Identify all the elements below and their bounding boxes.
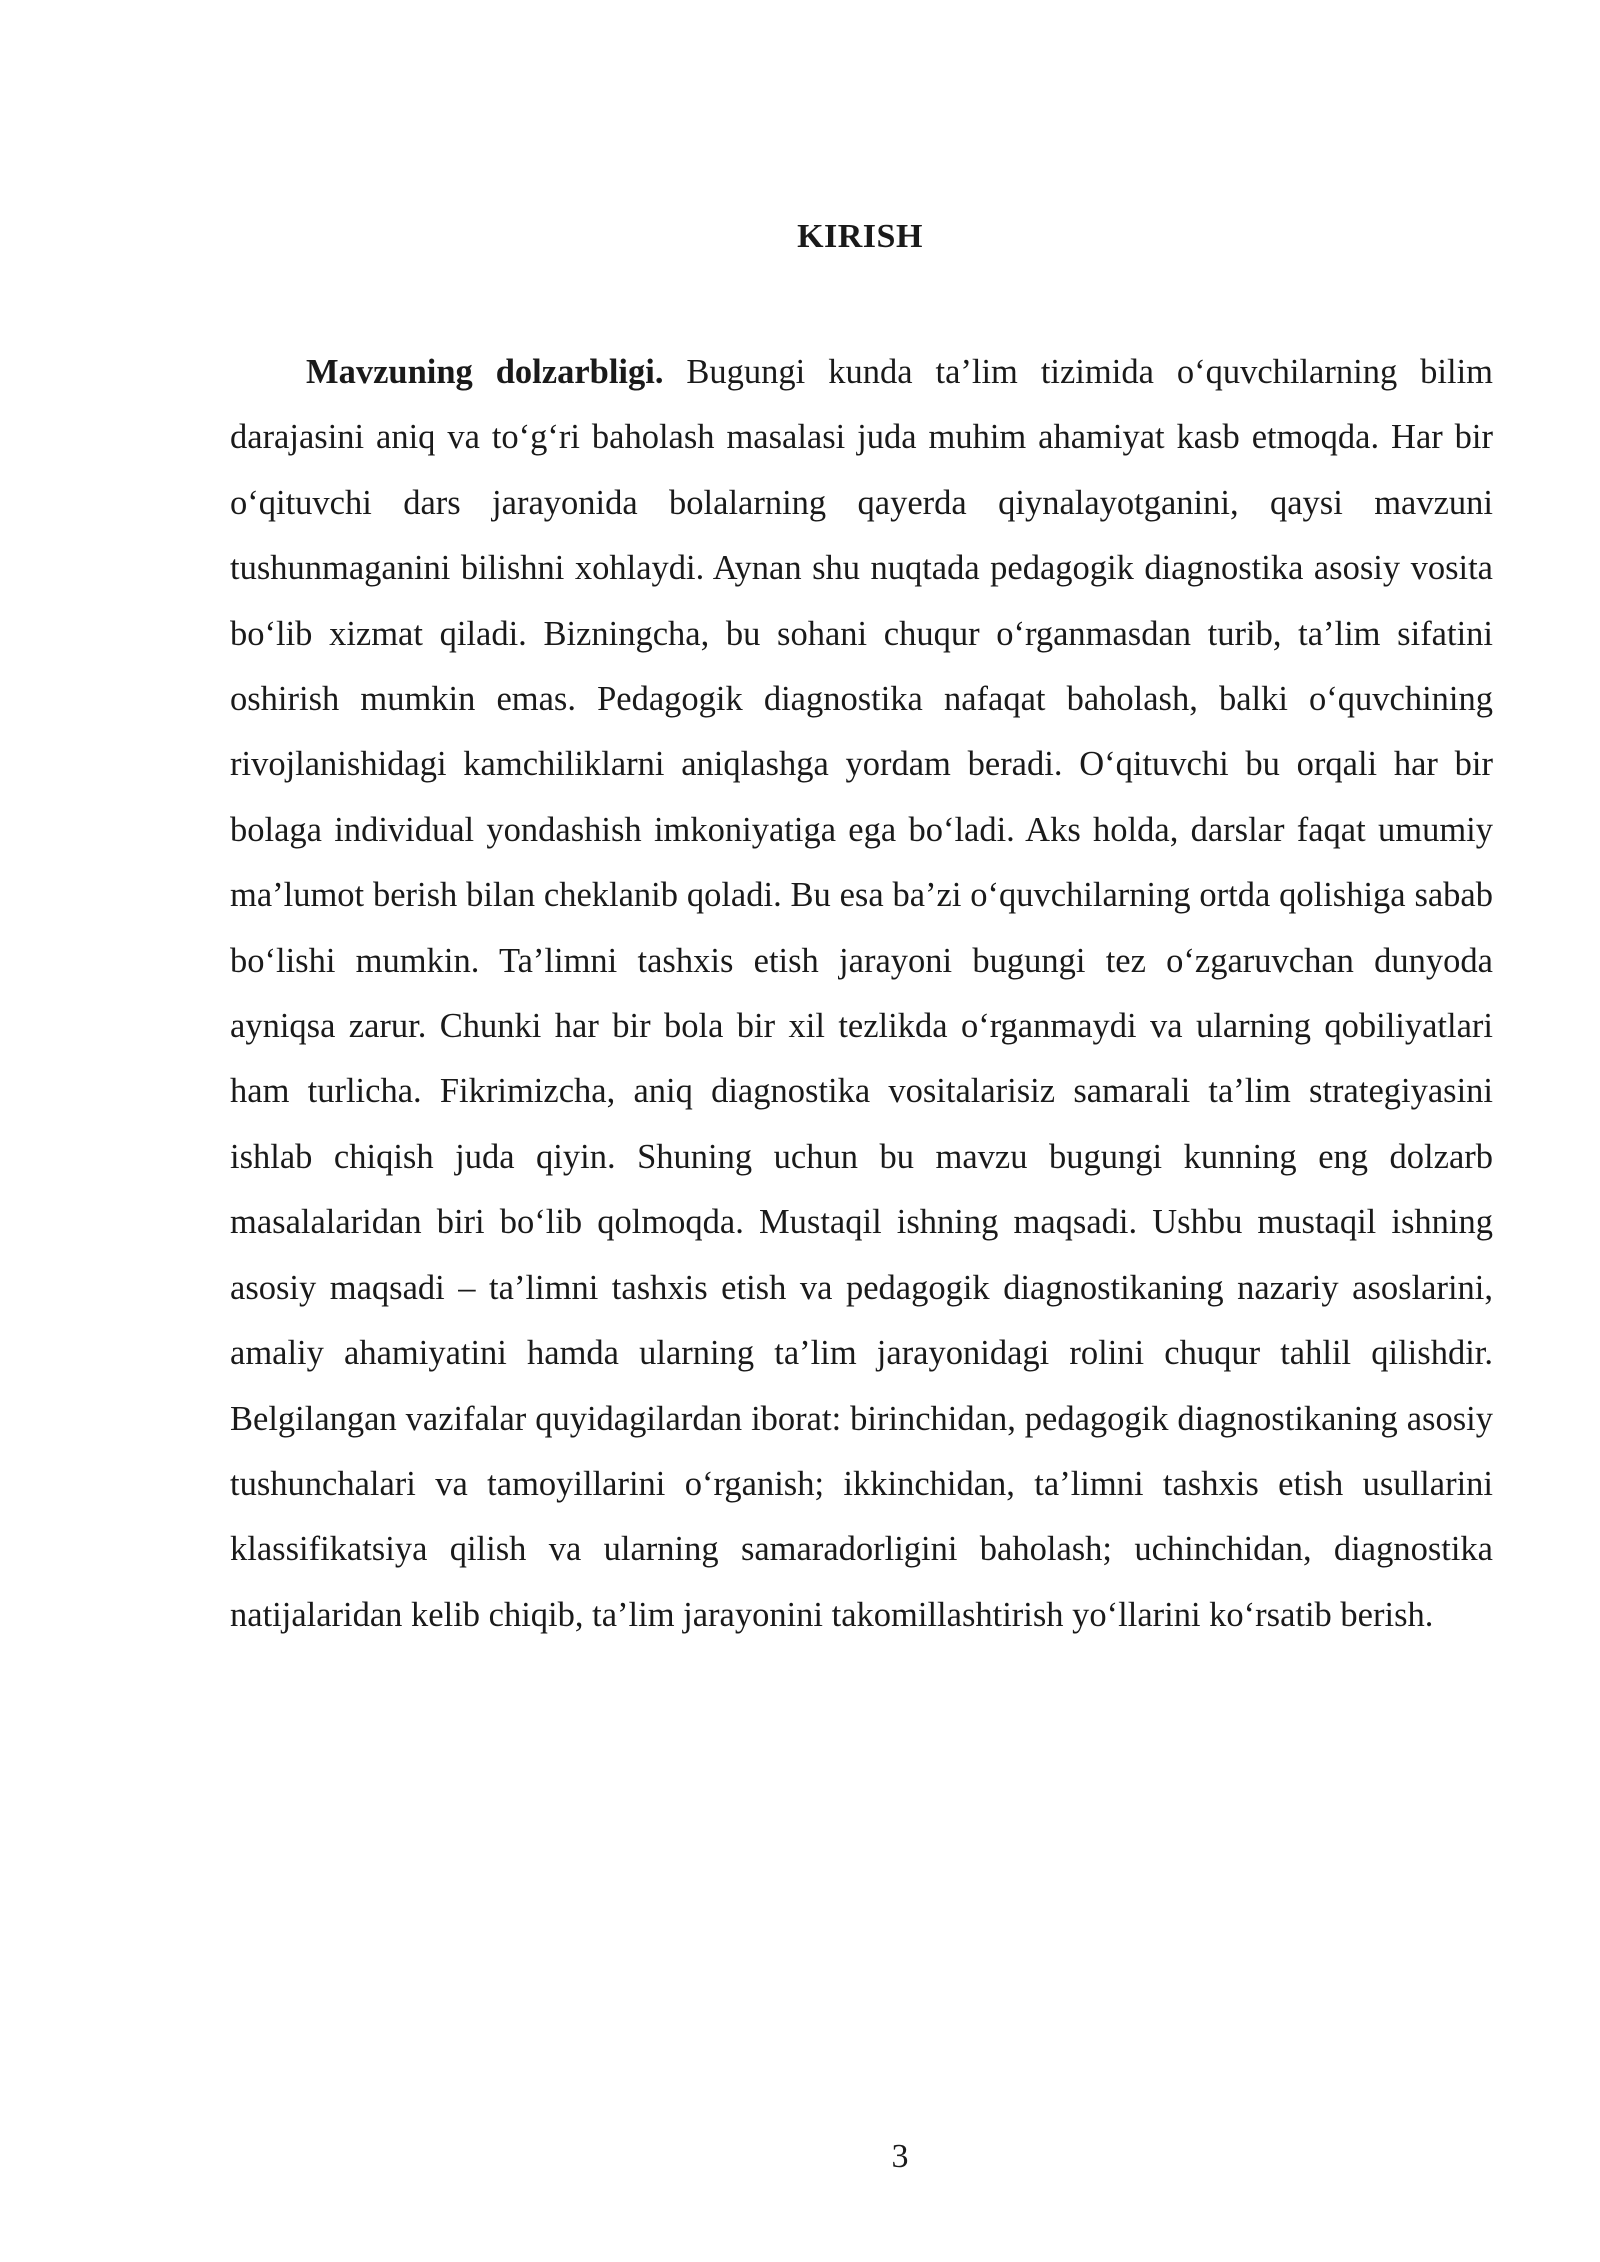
page-number: 3 bbox=[891, 2138, 909, 2175]
body-paragraph bbox=[230, 340, 1493, 1648]
paragraph-text: Bugungi kunda ta’lim tizimida o‘quvchilarning bilim darajasini aniq va to‘g‘ri baholash masalasi juda muhim ahamiyat kasb etmoqda. Har bir o‘qituvchi dars jarayonida bolalarning qayerda qiynalayotganini, qaysi mavzuni tushunmaganini bilishni xohlaydi. Aynan shu nuqtada pedagogik diagnostika asosiy vosita bo‘lib xizmat qiladi. Bizningcha, bu sohani chuqur o‘rganmasdan turib, ta’lim sifatini oshirish mumkin emas. Pedagogik diagnostika nafaqat baholash, balki o‘quvchining rivojlanishidagi kamchiliklarni aniqlashga yordam beradi. O‘qituvchi bu orqali har bir bolaga individual yondashish imkoniyatiga ega bo‘ladi. Aks holda, darslar faqat umumiy ma’lumot berish bilan cheklanib qoladi. Bu esa ba’zi o‘quvchilarning ortda qolishiga sabab bo‘lishi mumkin. Ta’limni tashxis etish jarayoni bugungi tez o‘zgaruvchan dunyoda ayniqsa zarur. Chunki har bir bola bir xil tezlikda o‘rganmaydi va ularning qobiliyatlari ham turlicha. Fikrimizcha, aniq diagnostika vositalarisiz samarali ta’lim strategiyasini ishlab chiqish juda qiyin. Shuning uchun bu mavzu bugungi kunning eng dolzarb masalalaridan biri bo‘lib qolmoqda. Mustaqil ishning maqsadi. Ushbu mustaqil ishning asosiy maqsadi – ta’limni tashxis etish va pedagogik diagnostikaning nazariy asoslarini, amaliy ahamiyatini hamda ularning ta’lim jarayonidagi rolini chuqur tahlil qilishdir. Belgilangan vazifalar quyidagilardan iborat: birinchidan, pedagogik diagnostikaning asosiy tushunchalari va tamoyillarini o‘rganish; ikkinchidan, ta’limni tashxis etish usullarini klassifikatsiya qilish va ularning samaradorligini baholash; uchinchidan, diagnostika natijalaridan kelib chiqib, ta’lim jarayonini takomillashtirish yo‘llarini ko‘rsatib berish. bbox=[230, 353, 1493, 1634]
section-heading: KIRISH bbox=[797, 218, 923, 255]
paragraph-lead-label: Mavzuning dolzarbligi. bbox=[306, 353, 664, 391]
